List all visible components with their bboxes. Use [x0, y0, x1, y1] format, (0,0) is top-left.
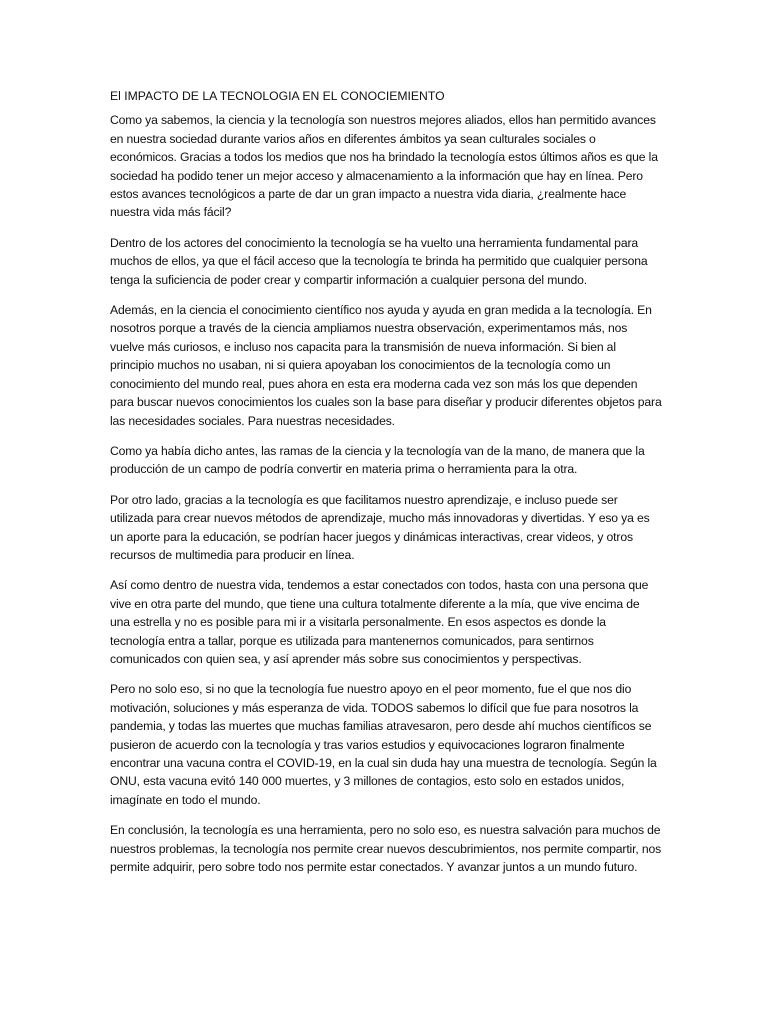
paragraph-2: Dentro de los actores del conocimiento la tecnología se ha vuelto una herramienta fundamental para muchos de ellos, ya que el fácil acceso que la tecnología te brinda ha permitido que cualquier persona tenga la suficiencia de poder crear y compartir información a cualquier persona del mundo. — [110, 235, 648, 287]
paragraph-6: Así como dentro de nuestra vida, tendemos a estar conectados con todos, hasta con una persona que vive en otra parte del mundo, que tiene una cultura totalmente diferente a la mía, que vive encima de una estrella y no es posible para mi ir a visitarla personalmente. En esos aspectos es donde la tecnología entra a tallar, porque es utilizada para mantenernos comunicados, para sentirnos comunicados con quien sea, y así aprender más sobre sus conocimientos y perspectivas. — [110, 578, 649, 666]
paragraph-5: Por otro lado, gracias a la tecnología es que facilitamos nuestro aprendizaje, e incluso puede ser utilizada para crear nuevos métodos de aprendizaje, mucho más innovadoras y divertidas. Y eso ya es un aporte para la educación, se podrían hacer juegos y dinámicas interactivas, crear videos, y otros recursos de multimedia para producir en línea. — [110, 492, 650, 562]
paragraph-7: Pero no solo eso, si no que la tecnología fue nuestro apoyo en el peor momento, fue el que nos dio motivación, soluciones y más esperanza de vida. TODOS sabemos lo difícil que fue para nosotros la pandemia, y todas las muertes que muchas familias atravesaron, pero desde ahí muchos científicos se pusieron de acuerdo con la tecnología y tras varios estudios y equivocaciones lograron finalmente encontrar una vacuna contra el COVID-19, en la cual sin duda hay una muestra de tecnología. Según la ONU, esta vacuna evitó 140 000 muertes, y 3 millones de contagios, esto solo en estados unidos, imagínate en todo el mundo. — [110, 682, 657, 807]
paragraph-3: Además, en la ciencia el conocimiento científico nos ayuda y ayuda en gran medida a la tecnología. En nosotros porque a través de la ciencia ampliamos nuestra observación, experimentamos más, nos vuelve más curiosos, e incluso nos capacita para la transmisión de nueva información. Si bien al principio muchos no usaban, ni si quiera apoyaban los conocimientos de la tecnología como un conocimiento del mundo real, pues ahora en esta era moderna cada vez son más los que dependen para buscar nuevos conocimientos los cuales son la base para diseñar y producir diferentes objetos para las necesidades sociales. Para nuestras necesidades. — [110, 303, 662, 428]
paragraph-8: En conclusión, la tecnología es una herramienta, pero no solo eso, es nuestra salvación para muchos de nuestros problemas, la tecnología nos permite crear nuevos descubrimientos, nos permite compartir, nos permite adquirir, pero sobre todo nos permite estar conectados. Y avanzar juntos a un mundo futuro. — [110, 823, 662, 875]
document-title: El IMPACTO DE LA TECNOLOGIA EN EL CONOCIEMIENTO — [110, 89, 445, 103]
document-page — [110, 87, 662, 888]
paragraph-1: Como ya sabemos, la ciencia y la tecnología son nuestros mejores aliados, ellos han permitido avances en nuestra sociedad durante varios años en diferentes ámbitos ya sean culturales sociales o económicos. Gracias a todos los medios que nos ha brindado la tecnología estos últimos años es que la sociedad ha podido tener un mejor acceso y almacenamiento a la información que hay en línea. Pero estos avances tecnológicos a parte de dar un gran impacto a nuestra vida diaria, ¿realmente hace nuestra vida más fácil? — [110, 113, 658, 220]
paragraph-4: Como ya había dicho antes, las ramas de la ciencia y la tecnología van de la mano, de manera que la producción de un campo de podría convertir en materia prima o herramienta para la otra. — [110, 443, 645, 477]
